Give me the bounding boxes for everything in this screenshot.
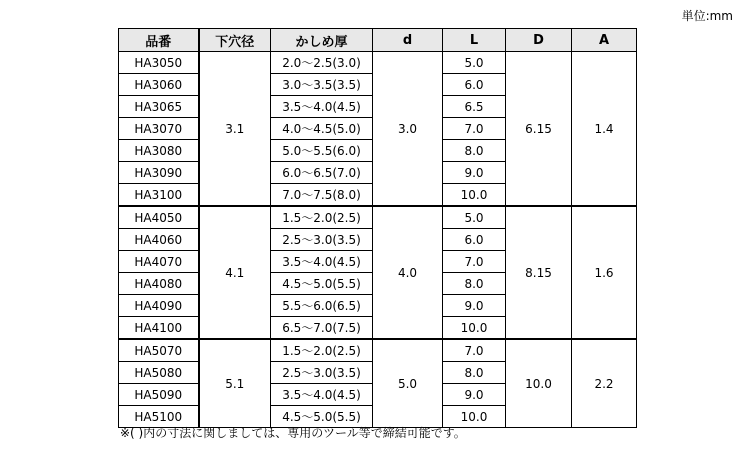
grip-range-cell: 4.5～5.0(5.5) <box>271 273 373 295</box>
part-number-cell: HA4050 <box>119 206 199 229</box>
hole-diameter-cell: 3.1 <box>199 52 271 207</box>
part-number-cell: HA5080 <box>119 362 199 384</box>
part-number-cell: HA3090 <box>119 162 199 184</box>
grip-range-cell: 1.5～2.0(2.5) <box>271 206 373 229</box>
length-cell: 6.5 <box>443 96 506 118</box>
length-cell: 9.0 <box>443 295 506 317</box>
grip-range-cell: 4.5～5.0(5.5) <box>271 406 373 428</box>
table-row <box>119 206 637 229</box>
d-cell: 4.0 <box>373 206 443 339</box>
length-cell: 6.0 <box>443 74 506 96</box>
header-row <box>119 29 637 52</box>
hole-diameter-cell: 4.1 <box>199 206 271 339</box>
header-grip-range: かしめ厚 <box>271 29 373 52</box>
header-part-number: 品番 <box>119 29 199 52</box>
table-row <box>119 339 637 362</box>
a-cell: 1.4 <box>572 52 637 207</box>
header-a: A <box>572 29 637 52</box>
hole-diameter-cell: 5.1 <box>199 339 271 428</box>
grip-range-cell: 2.0～2.5(3.0) <box>271 52 373 74</box>
length-cell: 8.0 <box>443 273 506 295</box>
part-number-cell: HA3070 <box>119 118 199 140</box>
a-cell: 2.2 <box>572 339 637 428</box>
spec-table <box>118 28 637 428</box>
grip-range-cell: 7.0～7.5(8.0) <box>271 184 373 207</box>
grip-range-cell: 6.0～6.5(7.0) <box>271 162 373 184</box>
grip-range-cell: 2.5～3.0(3.5) <box>271 362 373 384</box>
d-cell: 3.0 <box>373 52 443 207</box>
head-diameter-cell: 6.15 <box>506 52 572 207</box>
length-cell: 10.0 <box>443 317 506 340</box>
d-cell: 5.0 <box>373 339 443 428</box>
grip-range-cell: 3.0～3.5(3.5) <box>271 74 373 96</box>
part-number-cell: HA4100 <box>119 317 199 340</box>
part-number-cell: HA4080 <box>119 273 199 295</box>
grip-range-cell: 4.0～4.5(5.0) <box>271 118 373 140</box>
length-cell: 9.0 <box>443 162 506 184</box>
grip-range-cell: 5.5～6.0(6.5) <box>271 295 373 317</box>
grip-range-cell: 3.5～4.0(4.5) <box>271 384 373 406</box>
head-diameter-cell: 8.15 <box>506 206 572 339</box>
part-number-cell: HA5100 <box>119 406 199 428</box>
unit-label: 単位:mm <box>681 9 733 23</box>
part-number-cell: HA3050 <box>119 52 199 74</box>
grip-range-cell: 1.5～2.0(2.5) <box>271 339 373 362</box>
header-d: d <box>373 29 443 52</box>
part-number-cell: HA5070 <box>119 339 199 362</box>
head-diameter-cell: 10.0 <box>506 339 572 428</box>
part-number-cell: HA3060 <box>119 74 199 96</box>
part-number-cell: HA3100 <box>119 184 199 207</box>
length-cell: 8.0 <box>443 140 506 162</box>
length-cell: 9.0 <box>443 384 506 406</box>
grip-range-cell: 3.5～4.0(4.5) <box>271 251 373 273</box>
length-cell: 10.0 <box>443 184 506 207</box>
part-number-cell: HA3080 <box>119 140 199 162</box>
header-d-upper: D <box>506 29 572 52</box>
length-cell: 7.0 <box>443 251 506 273</box>
length-cell: 10.0 <box>443 406 506 428</box>
part-number-cell: HA3065 <box>119 96 199 118</box>
table-body <box>119 52 637 428</box>
length-cell: 5.0 <box>443 206 506 229</box>
length-cell: 8.0 <box>443 362 506 384</box>
part-number-cell: HA4090 <box>119 295 199 317</box>
part-number-cell: HA5090 <box>119 384 199 406</box>
header-l: L <box>443 29 506 52</box>
part-number-cell: HA4070 <box>119 251 199 273</box>
a-cell: 1.6 <box>572 206 637 339</box>
grip-range-cell: 2.5～3.0(3.5) <box>271 229 373 251</box>
grip-range-cell: 6.5～7.0(7.5) <box>271 317 373 340</box>
length-cell: 5.0 <box>443 52 506 74</box>
length-cell: 6.0 <box>443 229 506 251</box>
table-row <box>119 52 637 74</box>
footnote: ※( )内の寸法に関しましては、専用のツール等で締結可能です。 <box>120 426 466 440</box>
header-hole-diameter: 下穴径 <box>199 29 271 52</box>
grip-range-cell: 5.0～5.5(6.0) <box>271 140 373 162</box>
grip-range-cell: 3.5～4.0(4.5) <box>271 96 373 118</box>
length-cell: 7.0 <box>443 118 506 140</box>
part-number-cell: HA4060 <box>119 229 199 251</box>
length-cell: 7.0 <box>443 339 506 362</box>
